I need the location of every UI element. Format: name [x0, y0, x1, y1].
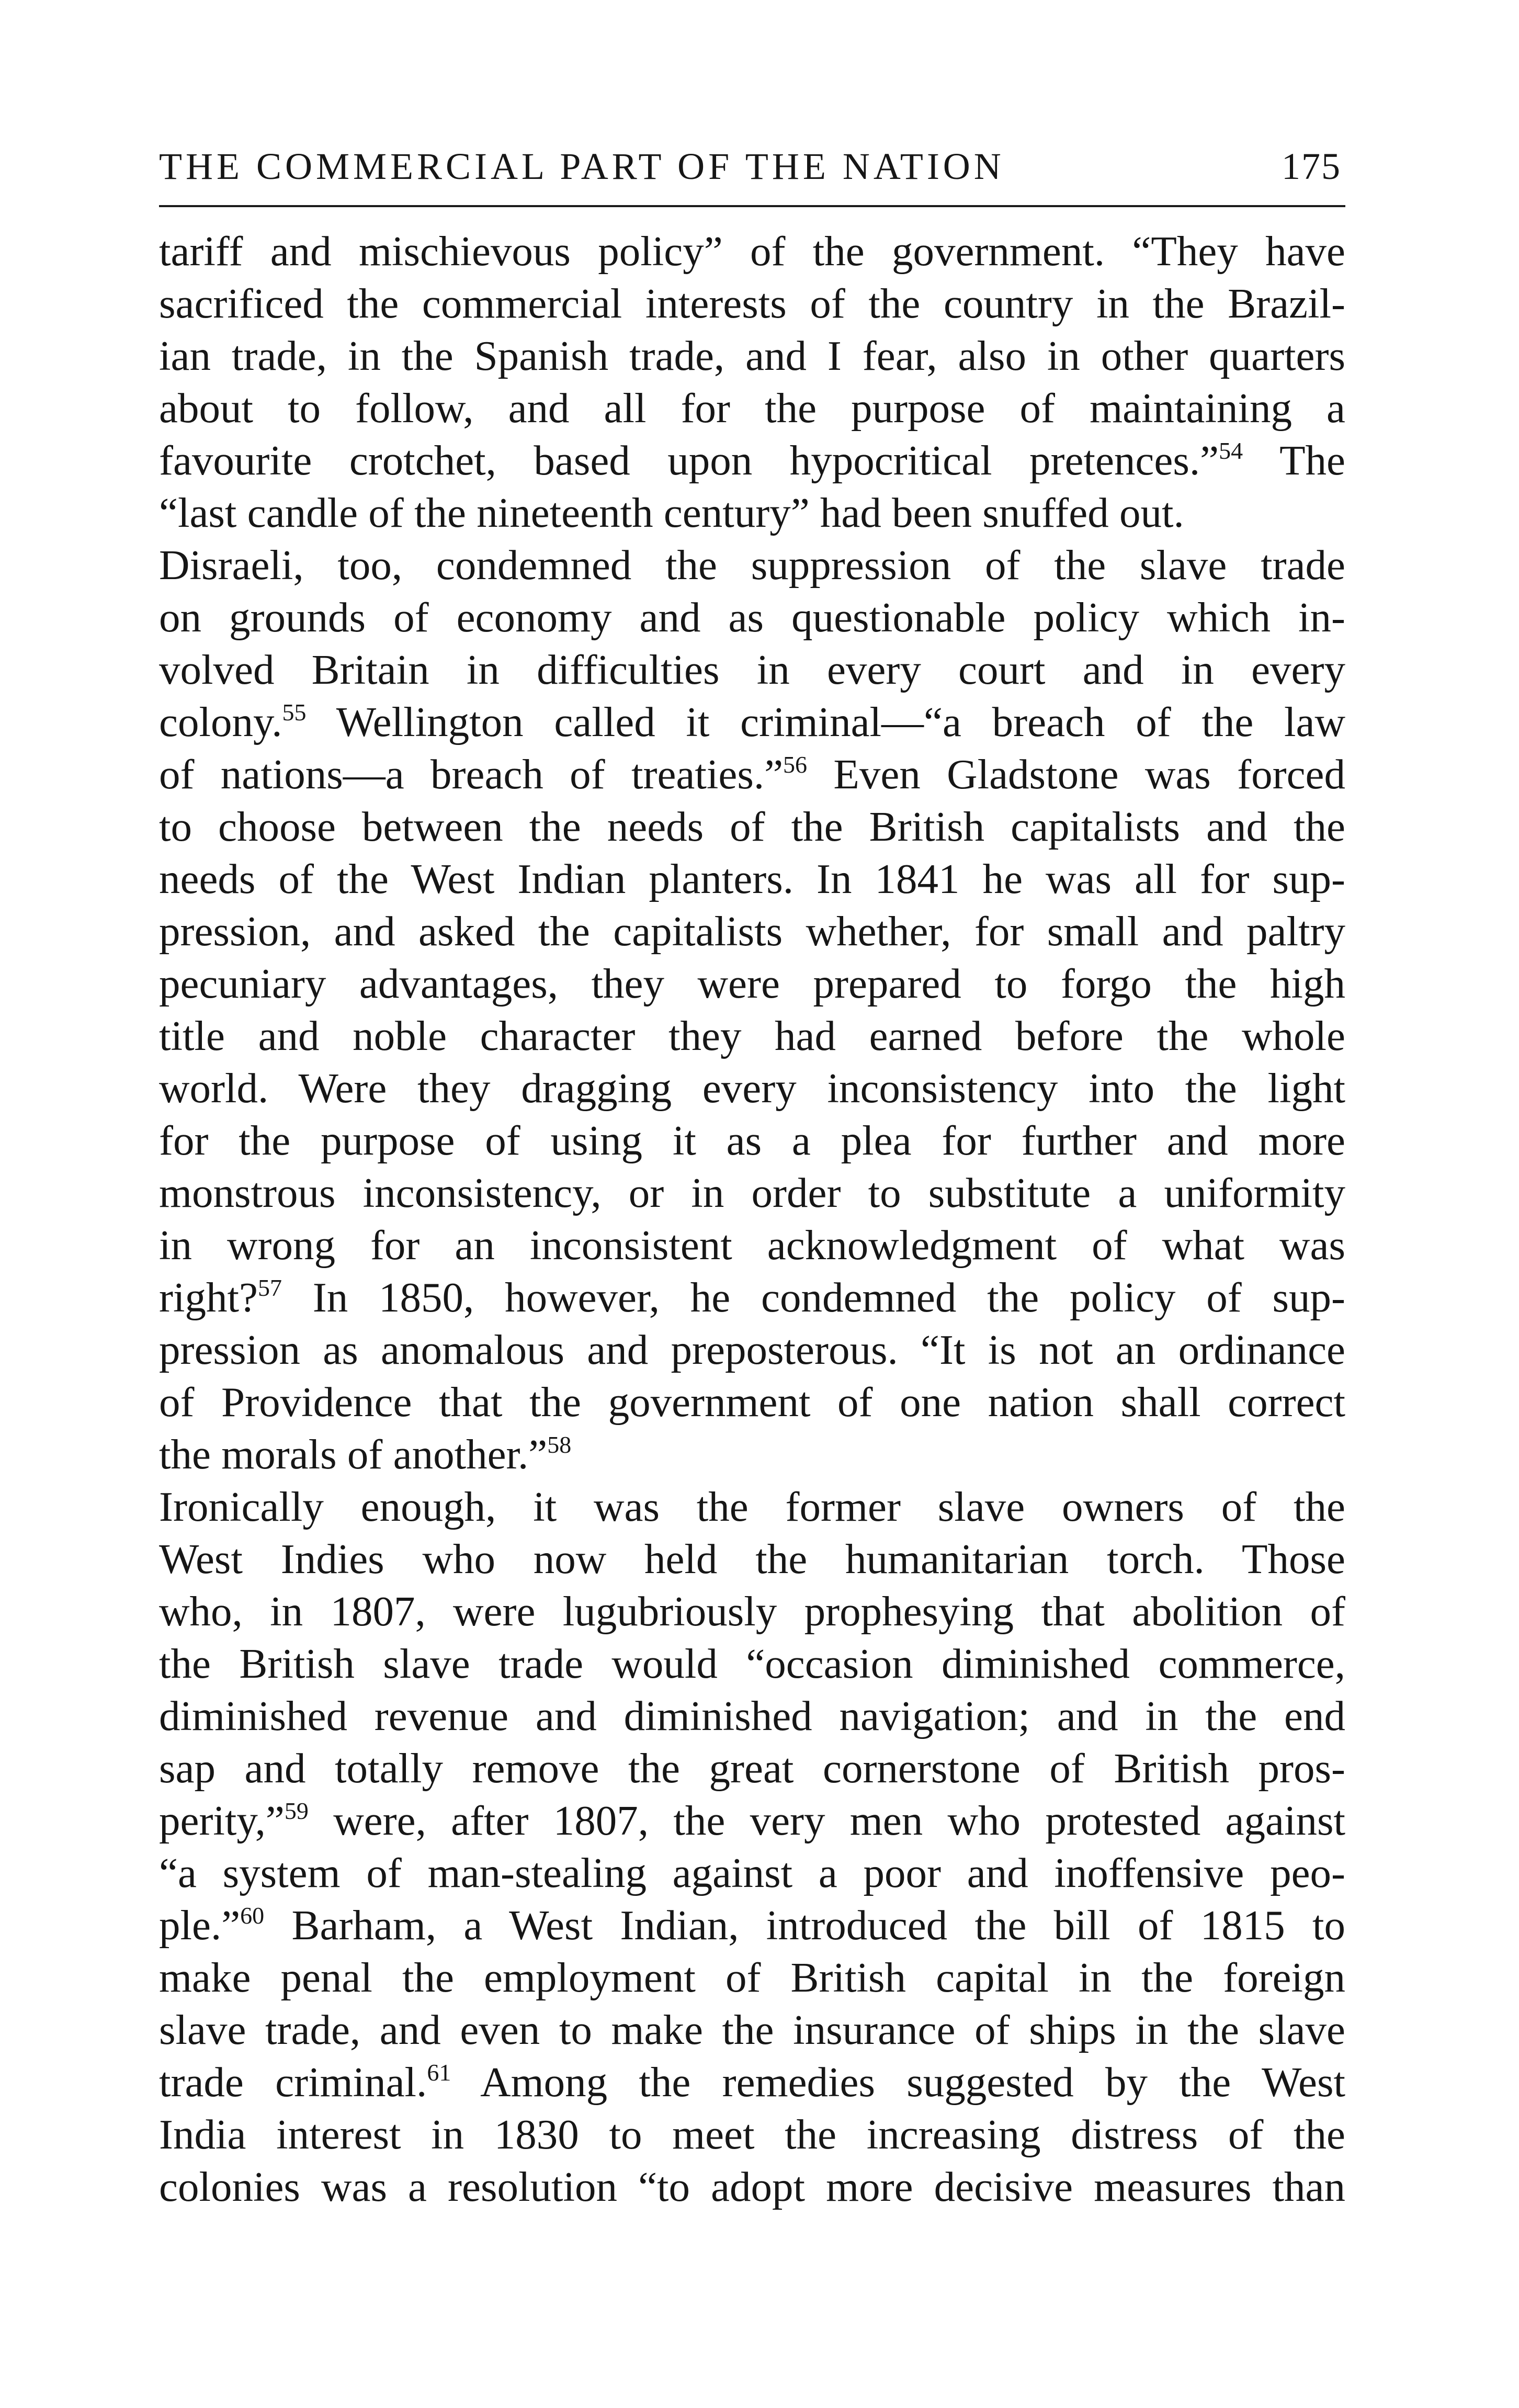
- text-line: “last candle of the nineteenth century” had been snuffed out.: [159, 489, 1184, 536]
- text-line: slave trade, and even to make the insurance of ships in the slave: [159, 2006, 1345, 2053]
- text-line: on grounds of economy and as questionable policy which in-: [159, 594, 1345, 641]
- page-number: 175: [1282, 145, 1341, 187]
- text-line: diminished revenue and diminished navigation; and in the end: [159, 1692, 1345, 1739]
- footnote-ref: 56: [783, 751, 808, 778]
- text-line: the morals of another.”$^{58}$: [159, 1431, 572, 1478]
- running-title: THE COMMERCIAL PART OF THE NATION: [159, 145, 1005, 187]
- header-rule: [159, 205, 1345, 207]
- text-line: “a system of man-stealing against a poor and inoffensive peo-: [159, 1849, 1345, 1896]
- text-line: who, in 1807, were lugubriously prophesying that abolition of: [159, 1588, 1345, 1635]
- text-line: of nations—a breach of treaties.”$^{56}$ Even Gladstone was forced: [159, 751, 1345, 798]
- text-line: right?$^{57}$ In 1850, however, he condemned the policy of sup-: [159, 1274, 1345, 1321]
- footnote-ref: 60: [240, 1902, 265, 1929]
- footnote-ref: 57: [257, 1274, 282, 1301]
- body-text: [159, 225, 1345, 2213]
- text-line: tariff and mischievous policy” of the government. “They have: [159, 228, 1345, 275]
- text-line: in wrong for an inconsistent acknowledgment of what was: [159, 1222, 1345, 1269]
- text-line: of Providence that the government of one nation shall correct: [159, 1378, 1345, 1426]
- text-line: favourite crotchet, based upon hypocritical pretences.”$^{54}$ The: [159, 437, 1345, 484]
- text-line: ple.”$^{60}$ Barham, a West Indian, introduced the bill of 1815 to: [159, 1902, 1345, 1949]
- footnote-ref: 54: [1219, 437, 1243, 464]
- text-line: pression, and asked the capitalists whether, for small and paltry: [159, 908, 1345, 955]
- text-line: ian trade, in the Spanish trade, and I fear, also in other quarters: [159, 332, 1345, 379]
- text-line: sacrificed the commercial interests of the country in the Brazil-: [159, 280, 1345, 327]
- text-line: world. Were they dragging every inconsistency into the light: [159, 1065, 1345, 1112]
- book-page: [159, 135, 1345, 2213]
- text-line: pecuniary advantages, they were prepared to forgo the high: [159, 960, 1345, 1007]
- text-line: make penal the employment of British capital in the foreign: [159, 1954, 1345, 2001]
- text-line: West Indies who now held the humanitarian torch. Those: [159, 1535, 1345, 1582]
- text-line: about to follow, and all for the purpose of maintaining a: [159, 385, 1345, 432]
- text-line: title and noble character they had earned before the whole: [159, 1012, 1345, 1059]
- text-line: monstrous inconsistency, or in order to substitute a uniformity: [159, 1169, 1345, 1216]
- text-line: sap and totally remove the great cornerstone of British pros-: [159, 1745, 1345, 1792]
- text-line: the British slave trade would “occasion diminished commerce,: [159, 1640, 1345, 1687]
- text-line: Ironically enough, it was the former slave owners of the: [159, 1483, 1345, 1530]
- footnote-ref: 59: [284, 1797, 309, 1824]
- footnote-ref: 61: [427, 2059, 451, 2086]
- footnote-ref: 58: [547, 1431, 572, 1458]
- text-line: pression as anomalous and preposterous. “It is not an ordinance: [159, 1326, 1345, 1373]
- text-line: trade criminal.$^{61}$ Among the remedies suggested by the West: [159, 2059, 1346, 2106]
- text-line: Disraeli, too, condemned the suppression of the slave trade: [159, 541, 1345, 589]
- text-line: for the purpose of using it as a plea for further and more: [159, 1117, 1345, 1164]
- text-line: volved Britain in difficulties in every court and in every: [159, 646, 1345, 693]
- text-line: perity,”$^{59}$ were, after 1807, the very men who protested against: [159, 1797, 1345, 1844]
- running-head: [159, 135, 1345, 198]
- text-line: India interest in 1830 to meet the increasing distress of the: [159, 2111, 1345, 2158]
- text-line: needs of the West Indian planters. In 1841 he was all for sup-: [159, 855, 1345, 902]
- text-line: colonies was a resolution “to adopt more decisive measures than: [159, 2163, 1345, 2210]
- text-line: to choose between the needs of the British capitalists and the: [159, 803, 1345, 850]
- text-line: colony.$^{55}$ Wellington called it criminal—“a breach of the law: [159, 698, 1345, 745]
- footnote-ref: 55: [282, 699, 307, 726]
